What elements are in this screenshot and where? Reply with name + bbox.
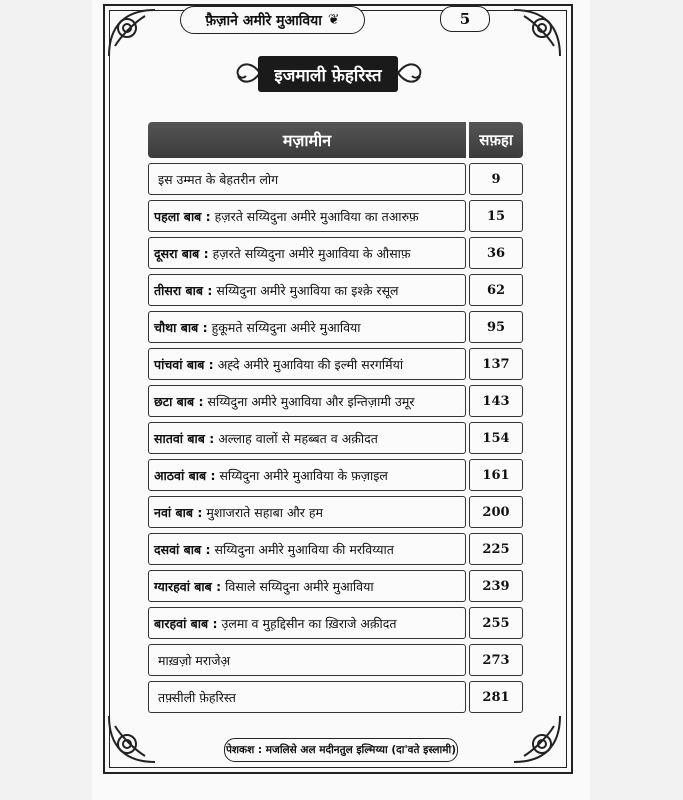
chapter-label: सातवां बाब :	[154, 430, 215, 446]
page-number: 5	[440, 6, 490, 32]
chapter-label: चौथा बाब :	[154, 319, 208, 335]
toc-entry-page: 15	[469, 200, 523, 232]
chapter-label: पांचवां बाब :	[154, 356, 214, 372]
table-row	[148, 311, 523, 343]
corner-ornament-top-left	[105, 6, 163, 64]
toc-entry-page: 137	[469, 348, 523, 380]
toc-entry-title	[148, 348, 466, 380]
chapter-title: माख़ज़ो मराजेअ़	[158, 652, 231, 668]
chapter-label: नवां बाब :	[154, 504, 203, 520]
chapter-label: बारहवां बाब :	[154, 615, 218, 631]
chapter-label: आठवां बाब :	[154, 467, 216, 483]
toc-entry-title	[148, 644, 466, 676]
chapter-title: हुकूमते सय्यिदुना अमीरे मुआविया	[211, 319, 361, 335]
chapter-title: सय्यिदुना अमीरे मुआविया के फ़ज़ाइल	[219, 467, 388, 483]
toc-entry-page: 273	[469, 644, 523, 676]
toc-entry-title	[148, 681, 466, 713]
chapter-label: ग्यारहवां बाब :	[154, 578, 222, 594]
running-header	[180, 6, 365, 34]
toc-entry-title	[148, 607, 466, 639]
table-row	[148, 533, 523, 565]
chapter-title: उ़लमा व मुह़द्दिसीन का ख़िराजे अक़ीदत	[221, 615, 397, 631]
table-row	[148, 570, 523, 602]
chapter-label: तीसरा बाब :	[154, 282, 213, 298]
chapter-title: हज़रते सय्यिदुना अमीरे मुआविया के औसाफ़	[212, 245, 411, 261]
toc-entry-title	[148, 200, 466, 232]
table-row	[148, 200, 523, 232]
toc-entry-title	[148, 570, 466, 602]
toc-entry-page: 200	[469, 496, 523, 528]
toc-entry-page: 154	[469, 422, 523, 454]
table-row	[148, 274, 523, 306]
chapter-label: पहला बाब :	[154, 208, 211, 224]
chapter-title: मुशाजराते सहाबा और हम	[206, 504, 323, 520]
toc-entry-page: 281	[469, 681, 523, 713]
table-of-contents	[148, 122, 523, 713]
table-row	[148, 163, 523, 195]
section-title: इजमाली फ़ेहरिस्त	[258, 56, 398, 92]
title-flourish-right-icon	[396, 58, 424, 88]
toc-entry-title	[148, 163, 466, 195]
corner-ornament-top-right	[506, 6, 564, 64]
toc-header-row	[148, 122, 523, 158]
chapter-title: सय्यिदुना अमीरे मुआविया की मरविय्यात	[214, 541, 394, 557]
chapter-label: छटा बाब :	[154, 393, 204, 409]
chapter-title: इस उम्मत के बेहतरीन लोग	[158, 171, 279, 187]
table-row	[148, 348, 523, 380]
col-header-contents: मज़ामीन	[148, 122, 466, 158]
table-row	[148, 681, 523, 713]
publisher-footer: पेशकश : मजलिसे अल मदीनतुल इल्मिय्या (दा'वते इस्लामी)	[224, 738, 458, 762]
table-row	[148, 644, 523, 676]
toc-entry-page: 9	[469, 163, 523, 195]
header-ornament-icon: ❦	[327, 12, 340, 28]
toc-entry-page: 36	[469, 237, 523, 269]
toc-entry-page: 62	[469, 274, 523, 306]
toc-entry-title	[148, 385, 466, 417]
toc-entry-title	[148, 311, 466, 343]
chapter-title: सय्यिदुना अमीरे मुआविया और इन्तिज़ामी उमूर	[207, 393, 415, 409]
chapter-title: अल्लाह वालों से महब्बत व अक़ीदत	[218, 430, 378, 446]
toc-entry-page: 239	[469, 570, 523, 602]
toc-entry-title	[148, 496, 466, 528]
corner-ornament-bottom-left	[105, 708, 163, 766]
chapter-label: दसवां बाब :	[154, 541, 211, 557]
toc-entry-title	[148, 533, 466, 565]
chapter-title: विसाले सय्यिदुना अमीरे मुआविया	[225, 578, 374, 594]
toc-entry-page: 95	[469, 311, 523, 343]
toc-entry-page: 255	[469, 607, 523, 639]
chapter-title: हज़रते सय्यिदुना अमीरे मुआविया का तआरुफ़	[214, 208, 419, 224]
table-row	[148, 422, 523, 454]
toc-entry-title	[148, 459, 466, 491]
chapter-title: सय्यिदुना अमीरे मुआविया का इश्क़े रसूल	[216, 282, 399, 298]
chapter-label: दूसरा बाब :	[154, 245, 209, 261]
toc-entry-title	[148, 237, 466, 269]
table-row	[148, 237, 523, 269]
book-title: फ़ैज़ाने अमीरे मुआविया	[205, 12, 322, 29]
toc-entry-page: 161	[469, 459, 523, 491]
col-header-page: सफ़हा	[469, 122, 523, 158]
chapter-title: अह्दे अमीरे मुआविया की इल्मी सरगर्मियां	[217, 356, 404, 372]
toc-entry-title	[148, 422, 466, 454]
table-row	[148, 385, 523, 417]
table-row	[148, 459, 523, 491]
table-row	[148, 607, 523, 639]
toc-entry-page: 225	[469, 533, 523, 565]
toc-entry-title	[148, 274, 466, 306]
table-row	[148, 496, 523, 528]
corner-ornament-bottom-right	[506, 708, 564, 766]
toc-entry-page: 143	[469, 385, 523, 417]
chapter-title: तफ़्सीली फ़ेहरिस्त	[158, 689, 236, 705]
